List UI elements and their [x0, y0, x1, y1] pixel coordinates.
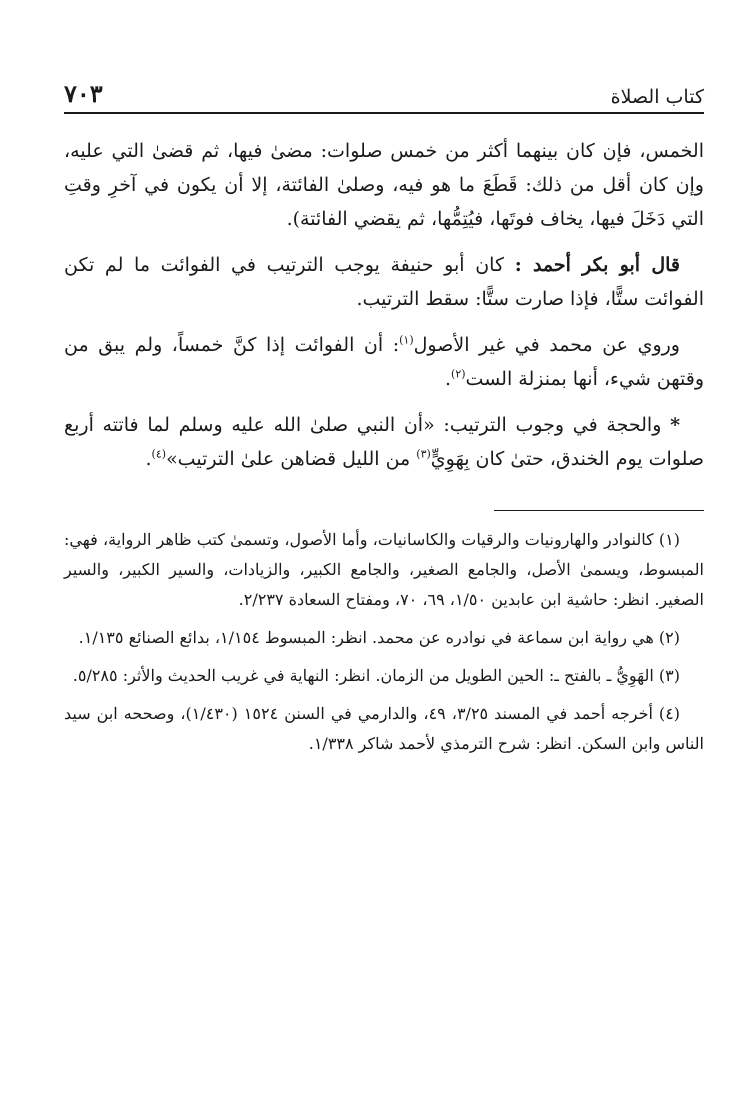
- paragraph-3: [64, 328, 704, 396]
- paragraph-2-body: كان أبو حنيفة يوجب الترتيب في الفوائت ما لم تكن الفوائت ستًّا، فإذا صارت ستًّا: سقط الترتيب.: [64, 254, 704, 310]
- paragraph-3-text-c: .: [444, 368, 452, 390]
- footnote-ref-2: (٢): [451, 367, 466, 381]
- paragraph-4-text-b: من الليل قضاهن علىٰ الترتيب»: [166, 448, 417, 470]
- paragraph-3-text-a: وروي عن محمد في غير الأصول: [413, 334, 680, 356]
- paragraph-2: [64, 248, 704, 316]
- paragraph-4-text-a: والحجة في وجوب الترتيب: «أن النبي صلىٰ الله عليه وسلم لما فاتته أربع صلوات يوم الخندق، حتىٰ كان بِهَوِيٍّ: [64, 414, 704, 470]
- book-page: [64, 72, 704, 767]
- paragraph-1: الخمس، فإن كان بينهما أكثر من خمس صلوات: مضىٰ فيها، ثم قضىٰ التي عليه، وإن كان أقل من ذلك: قَطَعَ ما هو فيه، وصلىٰ الفائتة، إلا أن يكون في آخرِ وقتِ التي دَخَلَ فيها، يخاف فوتَها، فيُتِمُّها، ثم يقضي الفائتة).: [64, 140, 704, 230]
- footnote-4: (٤) أخرجه أحمد في المسند ٣/٢٥، ٤٩، والدارمي في السنن ١٥٢٤ (١/٤٣٠)، وصححه ابن سيد الناس وابن السكن. انظر: شرح الترمذي لأحمد شاكر ١/٣٣٨.: [64, 704, 704, 753]
- footnote-divider: [494, 510, 704, 511]
- paragraph-3-text-b: : أن الفوائت إذا كنَّ خمساً، ولم يبق من وقتهن شيء، أنها بمنزلة الست: [64, 334, 704, 390]
- footnote-ref-3: (٣): [416, 447, 431, 461]
- footnote-1: (١) كالنوادر والهارونيات والرقيات والكاسانيات، وأما الأصول، وتسمىٰ كتب ظاهر الرواية، فهي: المبسوط، ويسمىٰ الأصل، والجامع الصغير، والجامع الكبير، والزيادات، والسير الكبير، والسير الصغير. انظر: حاشية ابن عابدين ١/٥٠، ٦٩، ٧٠، ومفتاح السعادة ٢/٢٣٧.: [64, 530, 704, 609]
- paragraph-4: [64, 408, 704, 476]
- footnote-3: (٣) الهَوِيُّ ـ بالفتح ـ: الحين الطويل من الزمان. انظر: النهاية في غريب الحديث والأثر: ٥/٢٨٥.: [72, 666, 680, 685]
- footnote-ref-4: (٤): [151, 447, 167, 461]
- section-marker: *: [670, 414, 680, 436]
- footnote-ref-1: (١): [399, 333, 414, 347]
- page-header: [64, 72, 704, 114]
- speaker-name: قال أبو بكر أحمد :: [514, 254, 681, 276]
- running-title: كتاب الصلاة: [610, 86, 704, 108]
- paragraph-4-text-c: .: [145, 448, 152, 470]
- footnotes: [64, 525, 704, 759]
- footnote-2: (٢) هي رواية ابن سماعة في نوادره عن محمد. انظر: المبسوط ١/١٥٤، بدائع الصنائع ١/١٣٥.: [78, 628, 680, 647]
- main-text: [64, 134, 704, 476]
- page-number: ٧٠٣: [64, 79, 103, 108]
